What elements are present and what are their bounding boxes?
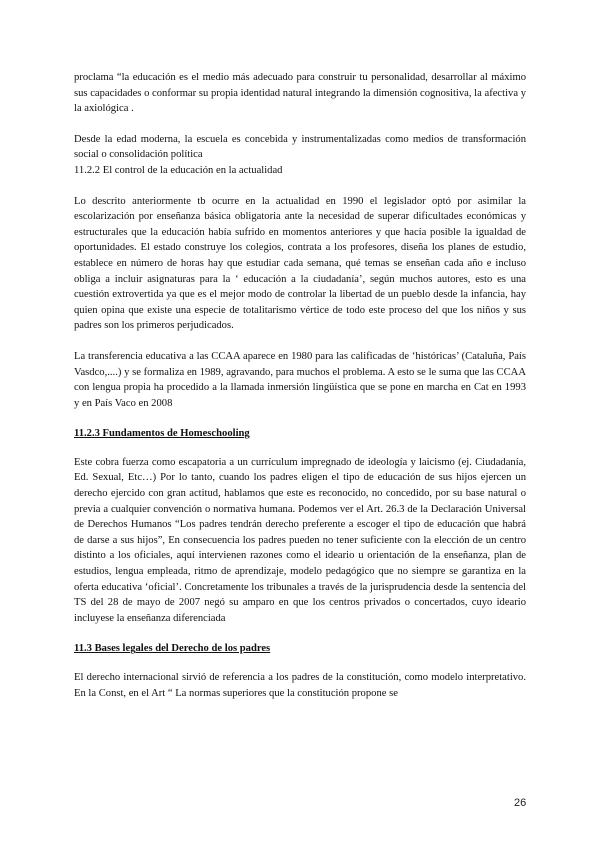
paragraph-4: La transferencia educativa a las CCAA aparece en 1980 para las calificadas de ‘históricas’ (Cataluña, País Vasdco,....) y se formaliza en 1989, agravando, para muchos el problema. A esto se le suma que las CCAA con lengua propia ha procedido a la llamada inmersión lingüística que se pone en marcha en Cat en 1993 y en País Vaco en 2008 xyxy=(74,350,526,409)
paragraph-5: Este cobra fuerza como escapatoria a un currículum impregnado de ideología y laicismo (ej. Ciudadanía, Ed. Sexual, Etc…) Por lo tanto, cuando los padres eligen el tipo de educación de sus hijos ejercen un derecho ejercido con gran actitud, hablamos que este es reconocido, no concedido, por su base natural o previa a cualquier convención o normativa humana. Podemos ver el Art. 26.3 de la Declaración Universal de Derechos Humanos “Los padres tendrán derecho preferente a escoger el tipo de educación que habrá de darse a sus hijos”, En consecuencia los padres pueden no tener suficiente con la elección de un centro distinto a los oficiales, aquí intervienen razones como el ideario u orientación de la enseñanza, plan de estudios, lengua empleada, ritmo de aprendizaje, modelo pedagógico que no siempre se garantiza en la oferta educativa ‘oficial’. Concretamente los tribunales a través de la jurisprudencia desde la sentencia del TS del 28 de mayo de 2007 negó su amparo en que los centros privados o concertados, cuyo ideario incluyese la enseñanza diferenciada xyxy=(74,456,526,624)
subheading-11-2-2: 11.2.2 El control de la educación en la actualidad xyxy=(74,164,283,176)
paragraph-3: Lo descrito anteriormente tb ocurre en la actualidad en 1990 el legislador optó por asimilar la escolarización por enseñanza básica obligatoria ante la necesidad de superar dificultades económicas y estructurales que la educación había sufrido en momentos anteriores y que hacía posible la igualdad de oportunidades. El estado construye los colegios, contrata a los profesores, diseña los planes de estudio, establece en número de horas hay que estudiar cada semana, qué temas se enseñan cada año e incluso obliga a incluir asignaturas para la ‘ educación a la ciudadanía’, según muchos autores, esto es una cuestión extrovertida ya que es el mejor modo de controlar la libertad de un pueblo desde la infancia, hay quien opina que existe una especie de totalitarismo vértice de todo este proceso del que los niños y sus padres son los primeros perjudicados. xyxy=(74,195,526,332)
heading-11-2-3: 11.2.3 Fundamentos de Homeschooling xyxy=(74,428,250,440)
paragraph-6: El derecho internacional sirvió de referencia a los padres de la constitución, como modelo interpretativo. En la Const, en el Art “ La normas superiores que la constitución propone se xyxy=(74,672,526,699)
paragraph-2: Desde la edad moderna, la escuela es concebida y instrumentalizadas como medios de transformación social o consolidación política xyxy=(74,133,526,161)
paragraph-1: proclama “la educación es el medio más adecuado para construir tu personalidad, desarrollar al máximo sus capacidades o conformar su propia identidad natural integrando la dimensión cognositiva, la afectiva y la axiológica . xyxy=(74,72,526,115)
heading-11-3: 11.3 Bases legales del Derecho de los padres xyxy=(74,643,271,655)
page-number: 26 xyxy=(514,797,527,809)
page-body xyxy=(74,70,526,701)
